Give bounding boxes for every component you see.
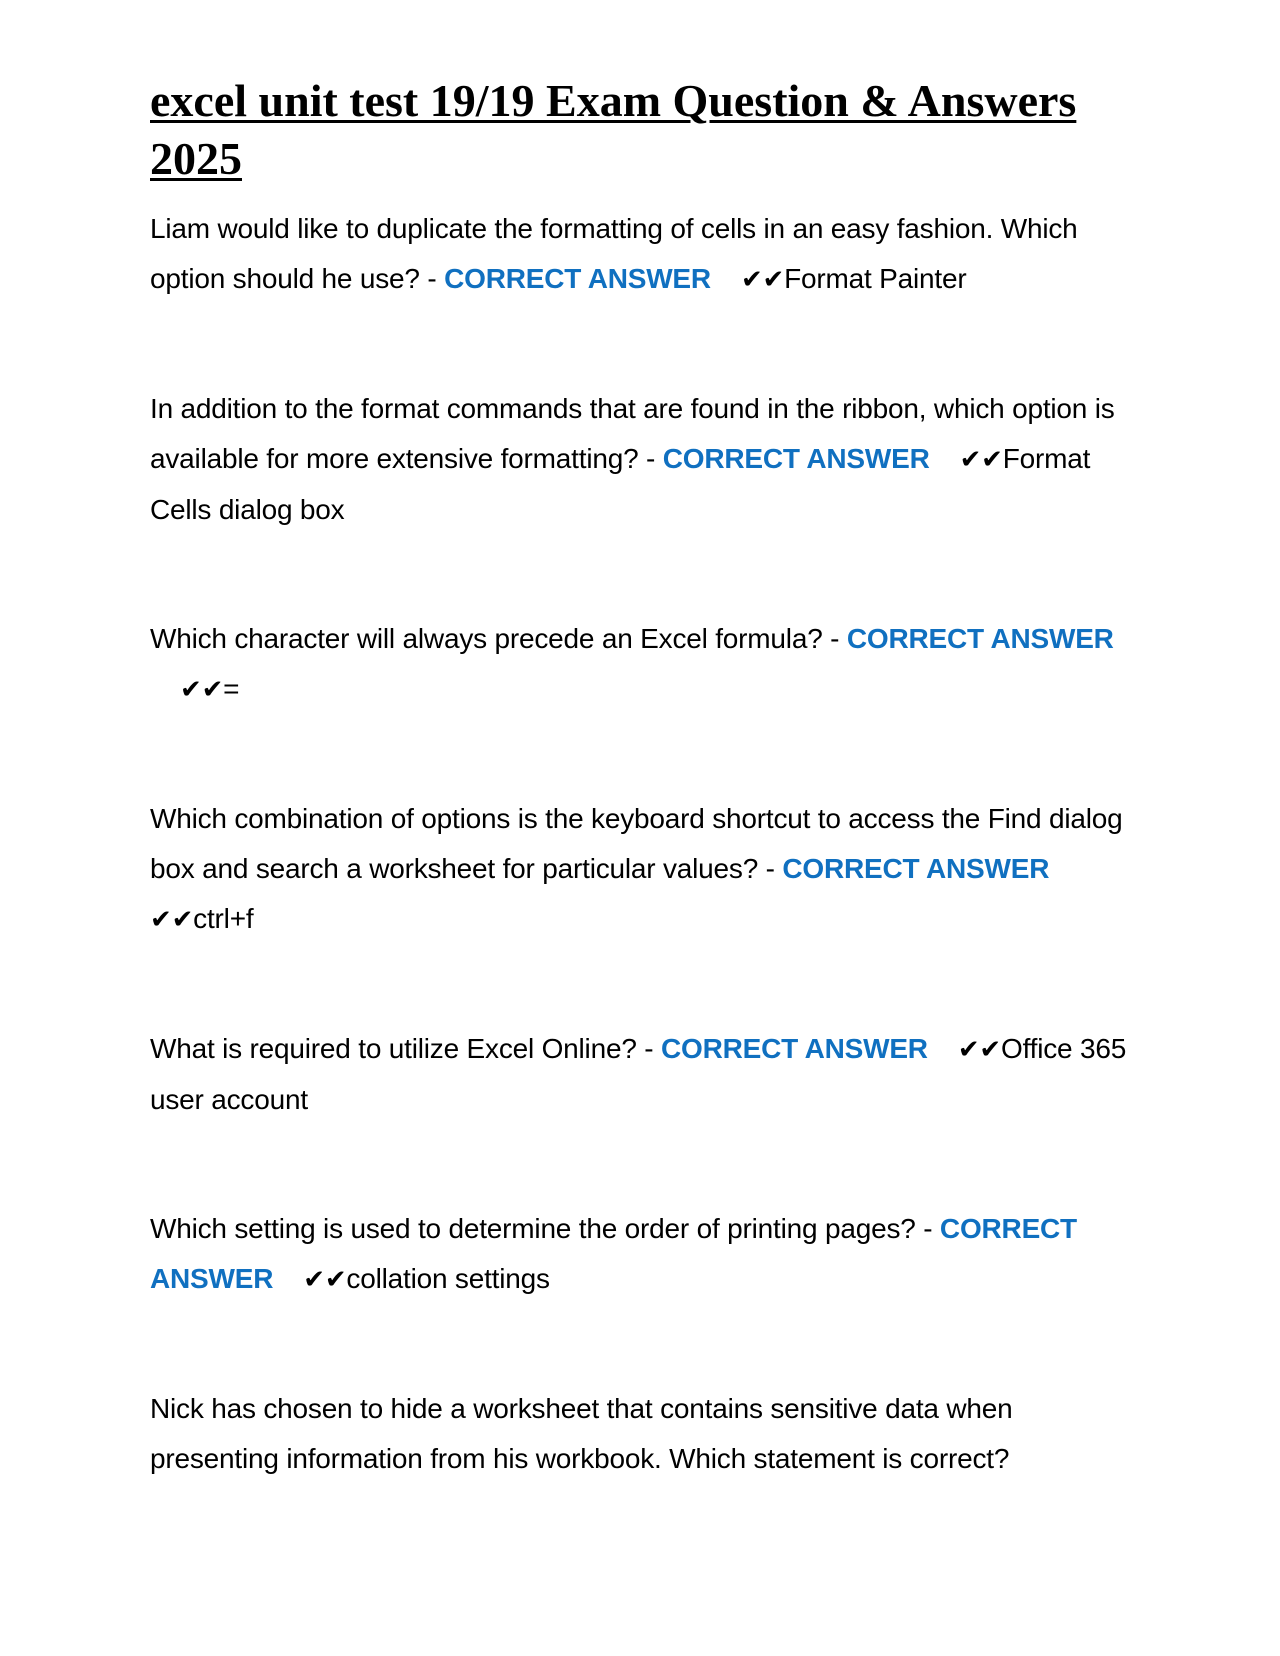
document-body: [150, 72, 1140, 1563]
correct-answer-label: CORRECT ANSWER: [846, 623, 1114, 654]
qa-item: [150, 1384, 1140, 1484]
document-title: excel unit test 19/19 Exam Question & Answers 2025: [150, 75, 1077, 184]
qa-item: [150, 794, 1140, 945]
answer-text: =: [223, 673, 240, 704]
qa-item: [150, 614, 1140, 715]
correct-answer-label: CORRECT ANSWER: [661, 1033, 928, 1064]
answer-text: Format Painter: [784, 263, 967, 294]
question-text: Liam would like to duplicate the formatting of cells in an easy fashion. Which option should he use? -: [150, 213, 1078, 294]
qa-item: [150, 204, 1140, 305]
question-text: Nick has chosen to hide a worksheet that contains sensitive data when presenting information from his workbook. Which statement is correct?: [150, 1393, 1013, 1474]
qa-item: [150, 1024, 1140, 1125]
question-text: In addition to the format commands that are found in the ribbon, which option is available for more extensive formatting? -: [150, 393, 1115, 474]
answer-text: collation settings: [346, 1263, 550, 1294]
correct-answer-label: CORRECT ANSWER: [662, 443, 930, 474]
check-marks-icon: ✔✔: [303, 1265, 347, 1295]
check-marks-icon: ✔✔: [740, 265, 785, 295]
question-text: Which character will always precede an Excel formula? -: [150, 623, 840, 654]
check-marks-icon: ✔✔: [150, 905, 194, 935]
qa-item: [150, 384, 1140, 535]
correct-answer-label: CORRECT ANSWER: [444, 263, 711, 294]
answer-text: ctrl+f: [193, 903, 254, 934]
correct-answer-label: CORRECT ANSWER: [782, 853, 1050, 884]
question-text: What is required to utilize Excel Online? -: [150, 1033, 654, 1064]
qa-item: [150, 1204, 1140, 1305]
check-marks-icon: ✔✔: [957, 1035, 1001, 1065]
question-text: Which setting is used to determine the order of printing pages? -: [150, 1213, 933, 1244]
check-marks-icon: ✔✔: [959, 445, 1003, 475]
check-marks-icon: ✔✔: [180, 675, 224, 705]
question-text: Which combination of options is the keyboard shortcut to access the Find dialog box and search a worksheet for particular values? -: [150, 803, 1123, 884]
answer-text: Office 365 user account: [150, 1033, 1127, 1115]
answer-text: Format Cells dialog box: [150, 443, 1091, 525]
correct-answer-label: CORRECT ANSWER: [150, 1213, 1077, 1294]
